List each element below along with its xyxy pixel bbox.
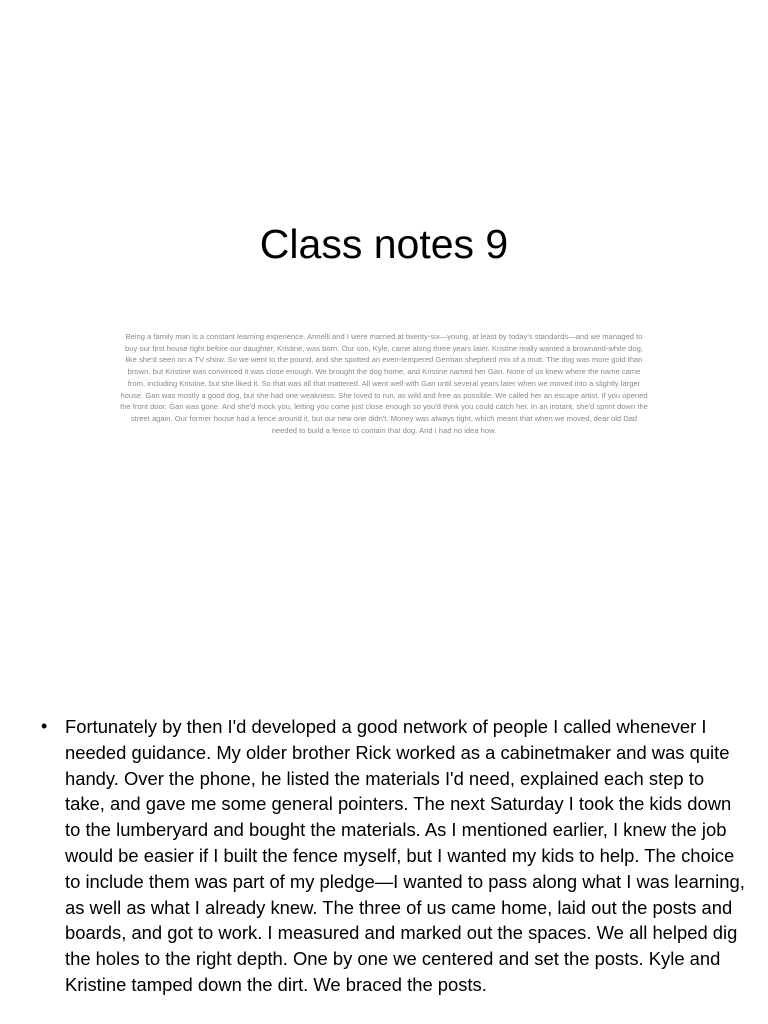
subtitle-paragraph: Being a family man is a constant learning experience. Annelli and I were married at twenty-six—young, at least by today's standards—and we managed to buy our first house right before our daughter, Kristine, was born. Our son, Kyle, came along three years later. Kristine really wanted a brownand-white dog, like she'd seen on a TV show. So we went to the pound, and she spotted an even-tempered German shepherd mix of a mutt. The dog was more gold than brown, but Kristine was convinced it was close enough. We brought the dog home, and Kristine named her Gan. None of us knew where the name came from, including Kristine, but she liked it. So that was all that mattered. All went well with Gan until several years later when we moved into a slightly larger house. Gan was mostly a good dog, but she had one weakness. She loved to run, as wild and free as possible. We called her an escape artist. If you opened the front door, Gan was gone. And she'd mock you, letting you come just close enough so you'd think you could catch her. In an instant, she'd sprint down the street again. Our former house had a fence around it, but our new one didn't. Money was always tight, which meant that when we moved, dear old Dad needed to build a fence to contain that dog. And I had no idea how. [120, 332, 648, 435]
bullet-list [38, 714, 748, 1024]
bullet-text: Fortunately by then I'd developed a good network of people I called whenever I needed guidance. My older brother Rick worked as a cabinetmaker and was quite handy. Over the phone, he listed the materials I'd need, explained each step to take, and gave me some general pointers. The next Saturday I took the kids down to the lumberyard and bought the materials. As I mentioned earlier, I knew the job would be easier if I built the fence myself, but I wanted my kids to help. The choice to include them was part of my pledge—I wanted to pass along what I was learning, as well as what I already knew. The three of us came home, laid out the posts and boards, and got to work. I measured and marked out the spaces. We all helped dig the holes to the right depth. One by one we centered and set the posts. Kyle and Kristine tamped down the dirt. We braced the posts. [65, 716, 745, 995]
page-title: Class notes 9 [259, 221, 509, 267]
bullet-icon: • [41, 716, 48, 736]
bullet-item [38, 714, 748, 998]
